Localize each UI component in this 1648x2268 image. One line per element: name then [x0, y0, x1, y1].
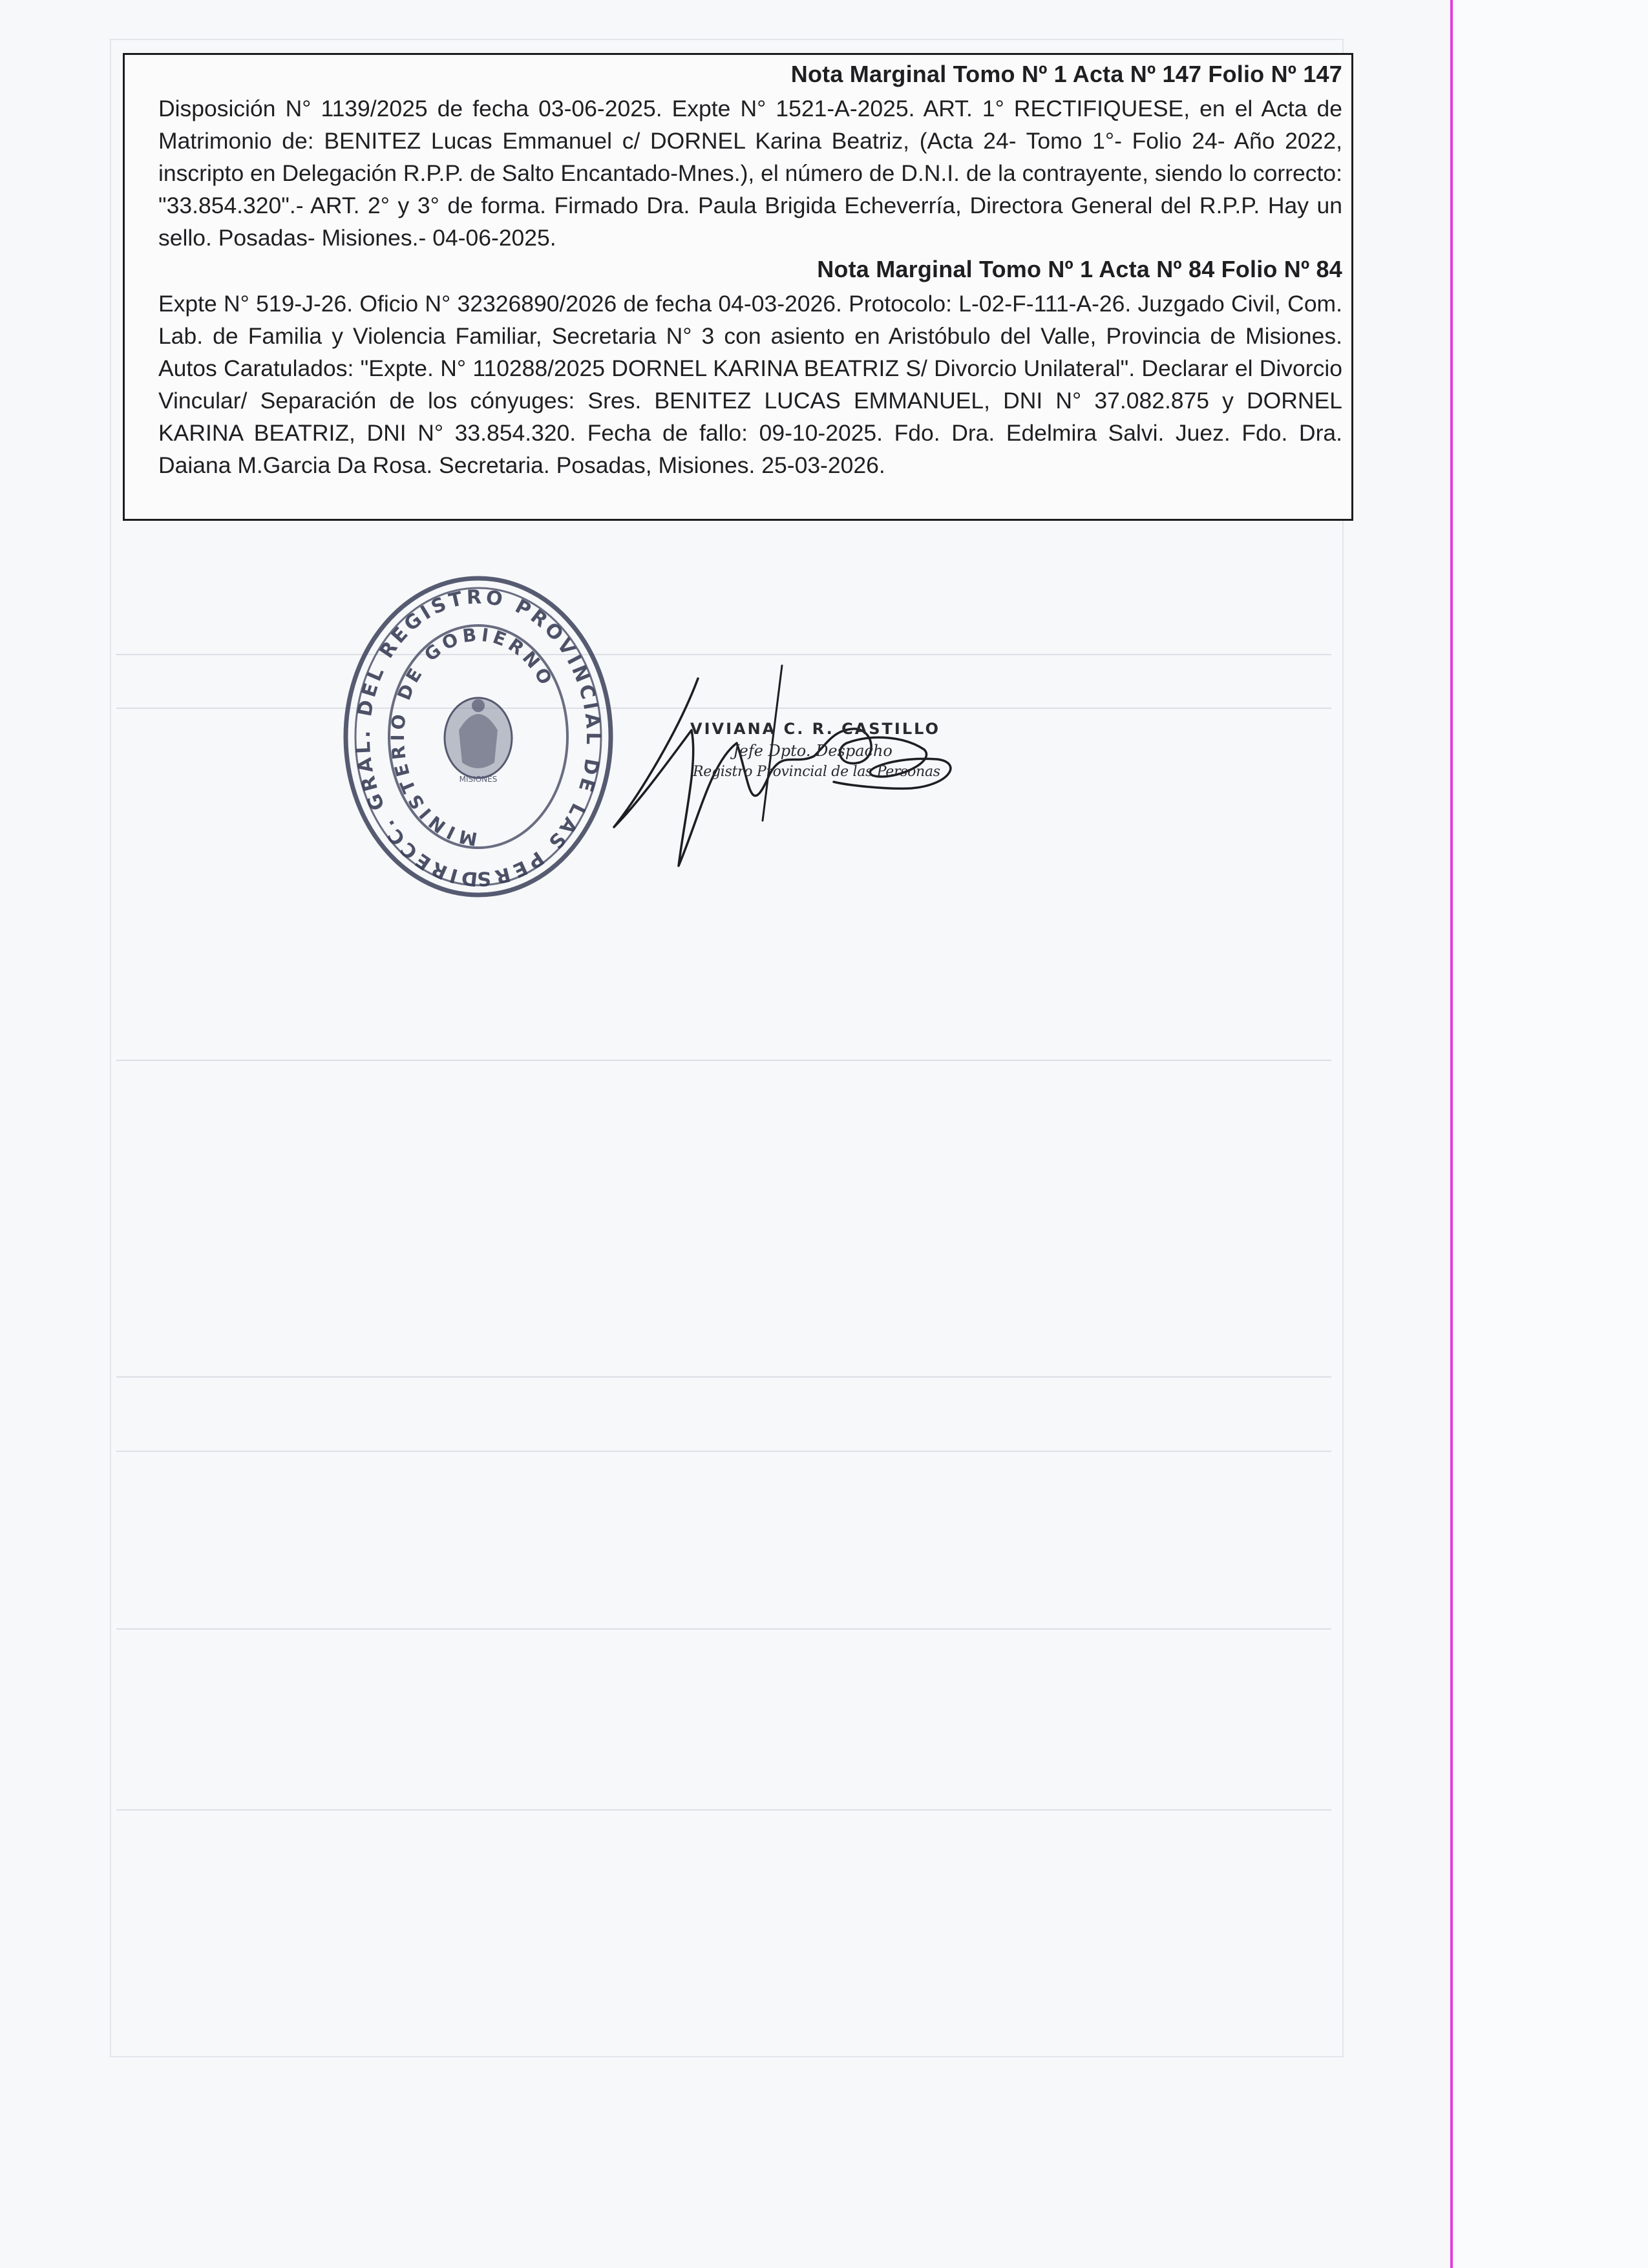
- stamp-outer-text: DIRECC. GRAL. DEL REGISTRO PROVINCIAL DE LAS PERS: [352, 585, 605, 890]
- marginal-note-body: Disposición N° 1139/2025 de fecha 03-06-2025. Expte N° 1521-A-2025. ART. 1° RECTIFIQUESE, en el Acta de Matrimonio de: BENITEZ Lucas Emmanuel c/ DORNEL Karina Beatriz, (Acta 24- Tomo 1°- Folio 24- Año 2022, inscripto en Delegación R.P.P. de Salto Encantado-Mnes.), el número de D.N.I. de la contrayente, siendo lo correcto: "33.854.320".- ART. 2° y 3° de forma. Firmado Dra. Paula Brigida Echeverría, Directora General del R.P.P. Hay un sello. Posadas- Misiones.- 04-06-2025.: [158, 96, 1342, 251]
- bleed-through-rule: [116, 1451, 1331, 1452]
- signatory-organization: Registro Provincial de las Personas: [693, 764, 940, 780]
- bleed-through-rule: [116, 1060, 1331, 1061]
- stamp-center-text: MISIONES: [459, 775, 498, 784]
- signatory-name: VIVIANA C. R. CASTILLO: [690, 720, 940, 738]
- bleed-through-rule: [116, 1628, 1331, 1630]
- signature-block: [690, 720, 1000, 780]
- marginal-notes-box: [123, 53, 1353, 521]
- stamp-inner-text: MINISTERIO DE GOBIERNO: [386, 624, 558, 850]
- signatory-role: Jefe Dpto. Despacho: [733, 742, 893, 760]
- marginal-note-body: Expte N° 519-J-26. Oficio N° 32326890/2026 de fecha 04-03-2026. Protocolo: L-02-F-111-A-26. Juzgado Civil, Com. Lab. de Familia y Violencia Familiar, Secretaria N° 3 con asiento en Aristóbulo del Valle, Provincia de Misiones. Autos Caratulados: "Expte. N° 110288/2025 DORNEL KARINA BEATRIZ S/ Divorcio Unilateral". Declarar el Divorcio Vincular/ Separación de los cónyuges: Sres. BENITEZ LUCAS EMMANUEL, DNI N° 37.082.875 y DORNEL KARINA BEATRIZ, DNI N° 33.854.320. Fecha de fallo: 09-10-2025. Fdo. Dra. Edelmira Salvi. Juez. Fdo. Dra. Daiana M.Garcia Da Rosa. Secretaria. Posadas, Misiones. 25-03-2026.: [158, 291, 1342, 478]
- coat-of-arms-icon: [445, 698, 512, 784]
- marginal-note-title: Nota Marginal Tomo Nº 1 Acta Nº 147 Folio Nº 147: [790, 61, 1342, 87]
- bleed-through-rule: [116, 1809, 1331, 1811]
- marginal-note-title: Nota Marginal Tomo Nº 1 Acta Nº 84 Folio Nº 84: [817, 256, 1342, 282]
- page-margin-strip: [1453, 0, 1648, 2268]
- margin-rule: [1450, 0, 1453, 2268]
- registry-stamp: [336, 569, 620, 905]
- bleed-through-rule: [116, 1376, 1331, 1378]
